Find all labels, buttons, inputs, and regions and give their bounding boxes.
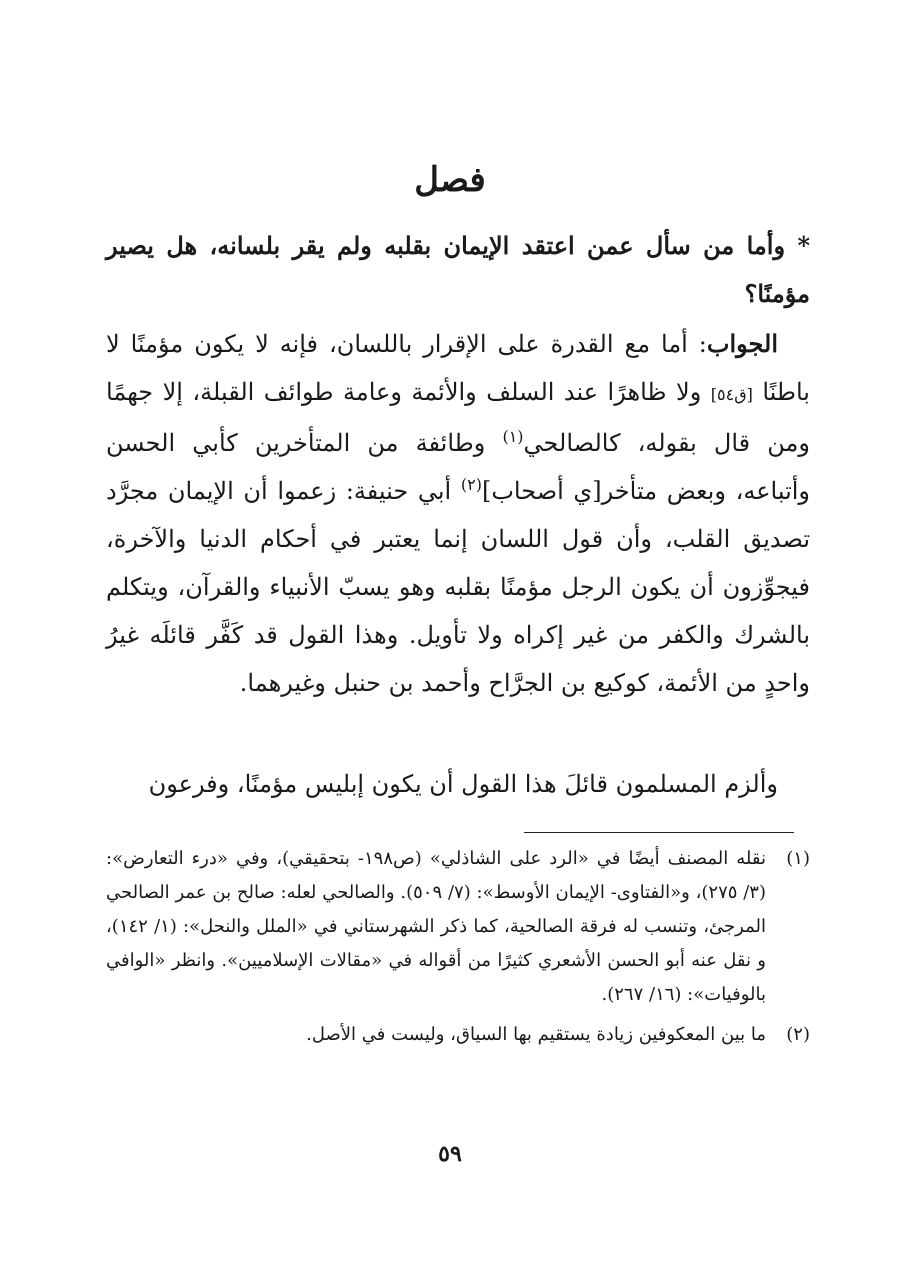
footnote-separator [524,832,794,833]
section-title: فصل [414,160,486,200]
footnote-1-number: (١) [786,848,810,869]
footnote-mark-2[interactable]: (٢) [460,475,482,494]
footnote-2-number: (٢) [786,1024,810,1045]
footnote-1-text: نقله المصنف أيضًا في «الرد على الشاذلي» (ص١٩٨- بتحقيقي)، وفي «درء التعارض»: (٣/ ٢٧٥)، و«الفتاوى- الإيمان الأوسط»: (٧/ ٥٠٩). والصالحي لعله: صالح بن عمر الصالحي المرجئ، وتنسب له فرقة الصالحية، كما ذكر الشهرستاني في «الملل والنحل»: (١/ ١٤٢)، و نقل عنه أبو الحسن الأشعري كثيرًا من أقواله في «مقالات الإسلاميين». وانظر «الوافي بالوفيات»: (١٦/ ٢٦٧). [106,848,767,1005]
paragraph-2: وألزم المسلمون قائلَ هذا القول أن يكون إبليس مؤمنًا، وفرعون [148,770,778,798]
answer-label: الجواب [706,329,778,358]
footnote-2-text: ما بين المعكوفين زيادة يستقيم بها السياق، وليست في الأصل. [306,1024,766,1045]
question-text: وأما من سأل عمن اعتقد الإيمان بقلبه ولم يقر بلسانه، هل يصير مؤمنًا؟ [106,231,810,308]
answer-text-part1: : أما مع القدرة على الإقرار باللسان، فإنه لا يكون مؤمنًا لا باطنًا [106,330,810,406]
question-paragraph [106,222,810,318]
footnotes [106,842,810,1058]
footnote-2 [106,1018,810,1052]
footnote-mark-1[interactable]: (١) [502,427,524,446]
answer-text-part2: ولا ظاهرًا عند السلف والأئمة وعامة طوائف القبلة، إلا جهمًا ومن قال بقوله، كالصالحي [106,378,810,457]
page-number: ٥٩ [438,1141,462,1167]
footnote-1 [106,842,810,1012]
answer-paragraph [106,320,810,707]
answer-text-part4: أبي حنيفة: زعموا أن الإيمان مجرَّد تصديق القلب، وأن قول اللسان إنما يعتبر في أحكام الدنيا والآخرة، فيجوِّزون أن يكون الرجل مؤمنًا بقلبه وهو يسبّ الأنبياء والقرآن، ويتكلم بالشرك والكفر من غير إكراه ولا تأويل. وهذا القول قد كَفَّر قائلَه غيرُ واحدٍ من الأئمة، كوكيع بن الجرَّاح وأحمد بن حنبل وغيرهما. [106,477,810,697]
manuscript-folio-ref: [ق٥٤] [710,385,753,404]
answer-text-part3: وطائفة من المتأخرين كأبي الحسن وأتباعه، وبعض متأخر[ي أصحاب] [106,429,811,505]
star-bullet-icon: * [797,231,810,260]
